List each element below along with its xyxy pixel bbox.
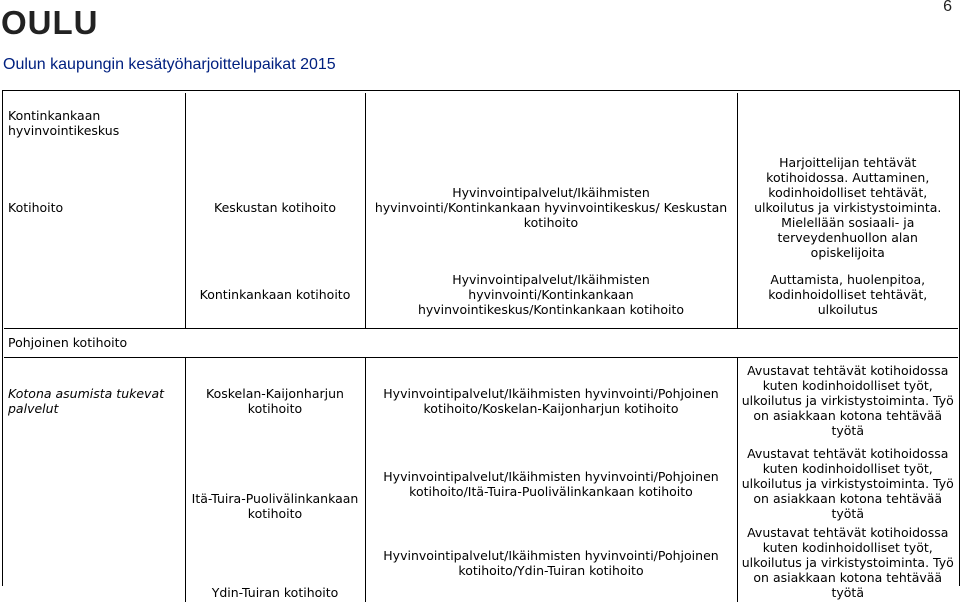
unit-cell: Ydin-Tuiran kotihoito bbox=[185, 523, 365, 602]
path-cell: Hyvinvointipalvelut/Ikäihmisten hyvinvointi/Kontinkankaan hyvinvointikeskus/ Keskustan kotihoito bbox=[365, 153, 737, 262]
tasks-cell: Avustavat tehtävät kotihoidossa kuten kodinhoidolliset työt, ulkoilutus ja virkistystoiminta. Työ on asiakkaan kotona tehtävää työtä bbox=[737, 523, 958, 602]
tasks-cell: Avustavat tehtävät kotihoidossa kuten kodinhoidolliset työt, ulkoilutus ja virkistystoiminta. Työ on asiakkaan kotona tehtävää työtä bbox=[737, 444, 958, 523]
section-heading: Kontinkankaan hyvinvointikeskus bbox=[8, 108, 120, 138]
category-cell bbox=[4, 523, 185, 602]
path-cell: Hyvinvointipalvelut/Ikäihmisten hyvinvointi/Pohjoinen kotihoito/Ydin-Tuiran kotihoito bbox=[365, 523, 737, 602]
category-cell: Kotona asumista tukevat palvelut bbox=[4, 357, 185, 444]
tasks-cell: Auttamista, huolenpitoa, kodinhoidolliset tehtävät, ulkoilutus bbox=[737, 262, 958, 328]
table-row bbox=[4, 357, 958, 444]
unit-cell: Keskustan kotihoito bbox=[185, 153, 365, 262]
unit-cell: Koskelan-Kaijonharjun kotihoito bbox=[185, 357, 365, 444]
tasks-cell: Avustavat tehtävät kotihoidossa kuten kodinhoidolliset työt, ulkoilutus ja virkistystoiminta. Työ on asiakkaan kotona tehtävää työtä bbox=[737, 357, 958, 444]
section-heading: Pohjoinen kotihoito bbox=[4, 328, 958, 357]
path-cell: Hyvinvointipalvelut/Ikäihmisten hyvinvointi/Pohjoinen kotihoito/Koskelan-Kaijonharjun kotihoito bbox=[365, 357, 737, 444]
tasks-cell: Harjoittelijan tehtävät kotihoidossa. Auttaminen, kodinhoidolliset tehtävät, ulkoilutus ja virkistystoiminta. Mielellään sosiaali- ja terveydenhuollon alan opiskelijoita bbox=[737, 153, 958, 262]
category-cell bbox=[4, 262, 185, 328]
page-number: 6 bbox=[943, 0, 952, 15]
unit-cell: Itä-Tuira-Puolivälinkankaan kotihoito bbox=[185, 444, 365, 523]
category-cell: Kotihoito bbox=[8, 200, 64, 215]
page-title: Oulun kaupungin kesätyöharjoittelupaikat 2015 bbox=[3, 56, 336, 73]
path-cell: Hyvinvointipalvelut/Ikäihmisten hyvinvointi/Pohjoinen kotihoito/Itä-Tuira-Puolivälinkankaan kotihoito bbox=[365, 444, 737, 523]
table-row bbox=[4, 153, 958, 262]
table-row bbox=[4, 444, 958, 523]
unit-cell: Kontinkankaan kotihoito bbox=[185, 262, 365, 328]
table-row bbox=[4, 262, 958, 328]
section-heading-row bbox=[4, 93, 958, 153]
section-heading-row bbox=[4, 328, 958, 357]
path-cell: Hyvinvointipalvelut/Ikäihmisten hyvinvointi/Kontinkankaan hyvinvointikeskus/Kontinkankaan kotihoito bbox=[365, 262, 737, 328]
table-row bbox=[4, 523, 958, 602]
oulu-logo: OULU bbox=[1, 4, 99, 41]
category-cell bbox=[4, 444, 185, 523]
internship-table bbox=[4, 93, 958, 602]
